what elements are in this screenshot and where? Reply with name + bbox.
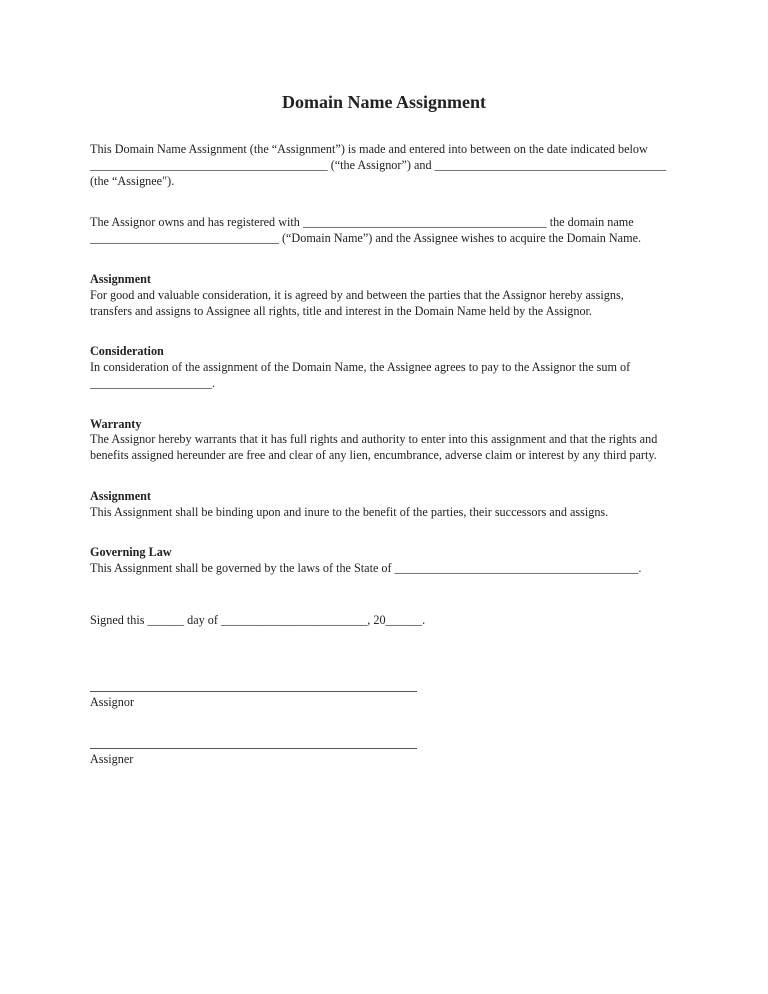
section-body-assignment bbox=[90, 287, 690, 319]
section-body-consideration bbox=[90, 359, 690, 391]
section-line: This Assignment shall be binding upon and inure to the benefit of the parties, their successors and assigns. bbox=[90, 505, 609, 519]
section-body-assignment-2 bbox=[90, 504, 690, 520]
assignor-signature-line bbox=[90, 691, 417, 692]
assigner-signature-line bbox=[90, 748, 417, 749]
ownership-line-1: The Assignor owns and has registered with ________________________________________ the domain name bbox=[90, 215, 634, 229]
document-title: Domain Name Assignment bbox=[281, 92, 486, 112]
section-heading-assignment: Assignment bbox=[90, 272, 151, 286]
section-line: In consideration of the assignment of the Domain Name, the Assignee agrees to pay to the Assignor the sum of bbox=[90, 360, 631, 374]
intro-line-1: This Domain Name Assignment (the “Assignment”) is made and entered into between on the date indicated below bbox=[90, 142, 648, 156]
assigner-label: Assigner bbox=[90, 752, 134, 766]
section-line: benefits assigned hereunder are free and clear of any lien, encumbrance, adverse claim or interest by any third party. bbox=[90, 448, 657, 462]
ownership-line-2: _______________________________ (“Domain Name”) and the Assignee wishes to acquire the Domain Name. bbox=[90, 231, 642, 245]
intro-paragraph bbox=[90, 141, 690, 189]
section-heading-assignment-2: Assignment bbox=[90, 489, 151, 503]
section-line: transfers and assigns to Assignee all rights, title and interest in the Domain Name held by the Assignor. bbox=[90, 304, 592, 318]
section-heading-governing-law: Governing Law bbox=[90, 545, 172, 559]
ownership-paragraph bbox=[90, 214, 690, 246]
intro-line-2: _______________________________________ (“the Assignor”) and ______________________________________ bbox=[90, 158, 667, 172]
section-heading-consideration: Consideration bbox=[90, 344, 164, 358]
section-heading-warranty: Warranty bbox=[90, 417, 142, 431]
signed-date-line: Signed this ______ day of ________________________, 20______. bbox=[90, 613, 426, 627]
assignor-label: Assignor bbox=[90, 695, 135, 709]
section-line: For good and valuable consideration, it is agreed by and between the parties that the Assignor hereby assigns, bbox=[90, 288, 624, 302]
section-body-warranty bbox=[90, 431, 690, 463]
intro-line-3: (the “Assignee″). bbox=[90, 174, 175, 188]
section-line: This Assignment shall be governed by the laws of the State of ________________________________________. bbox=[90, 561, 642, 575]
section-body-governing-law bbox=[90, 560, 690, 576]
section-line: The Assignor hereby warrants that it has full rights and authority to enter into this assignment and that the rights and bbox=[90, 432, 658, 446]
section-line: ____________________. bbox=[90, 376, 215, 390]
